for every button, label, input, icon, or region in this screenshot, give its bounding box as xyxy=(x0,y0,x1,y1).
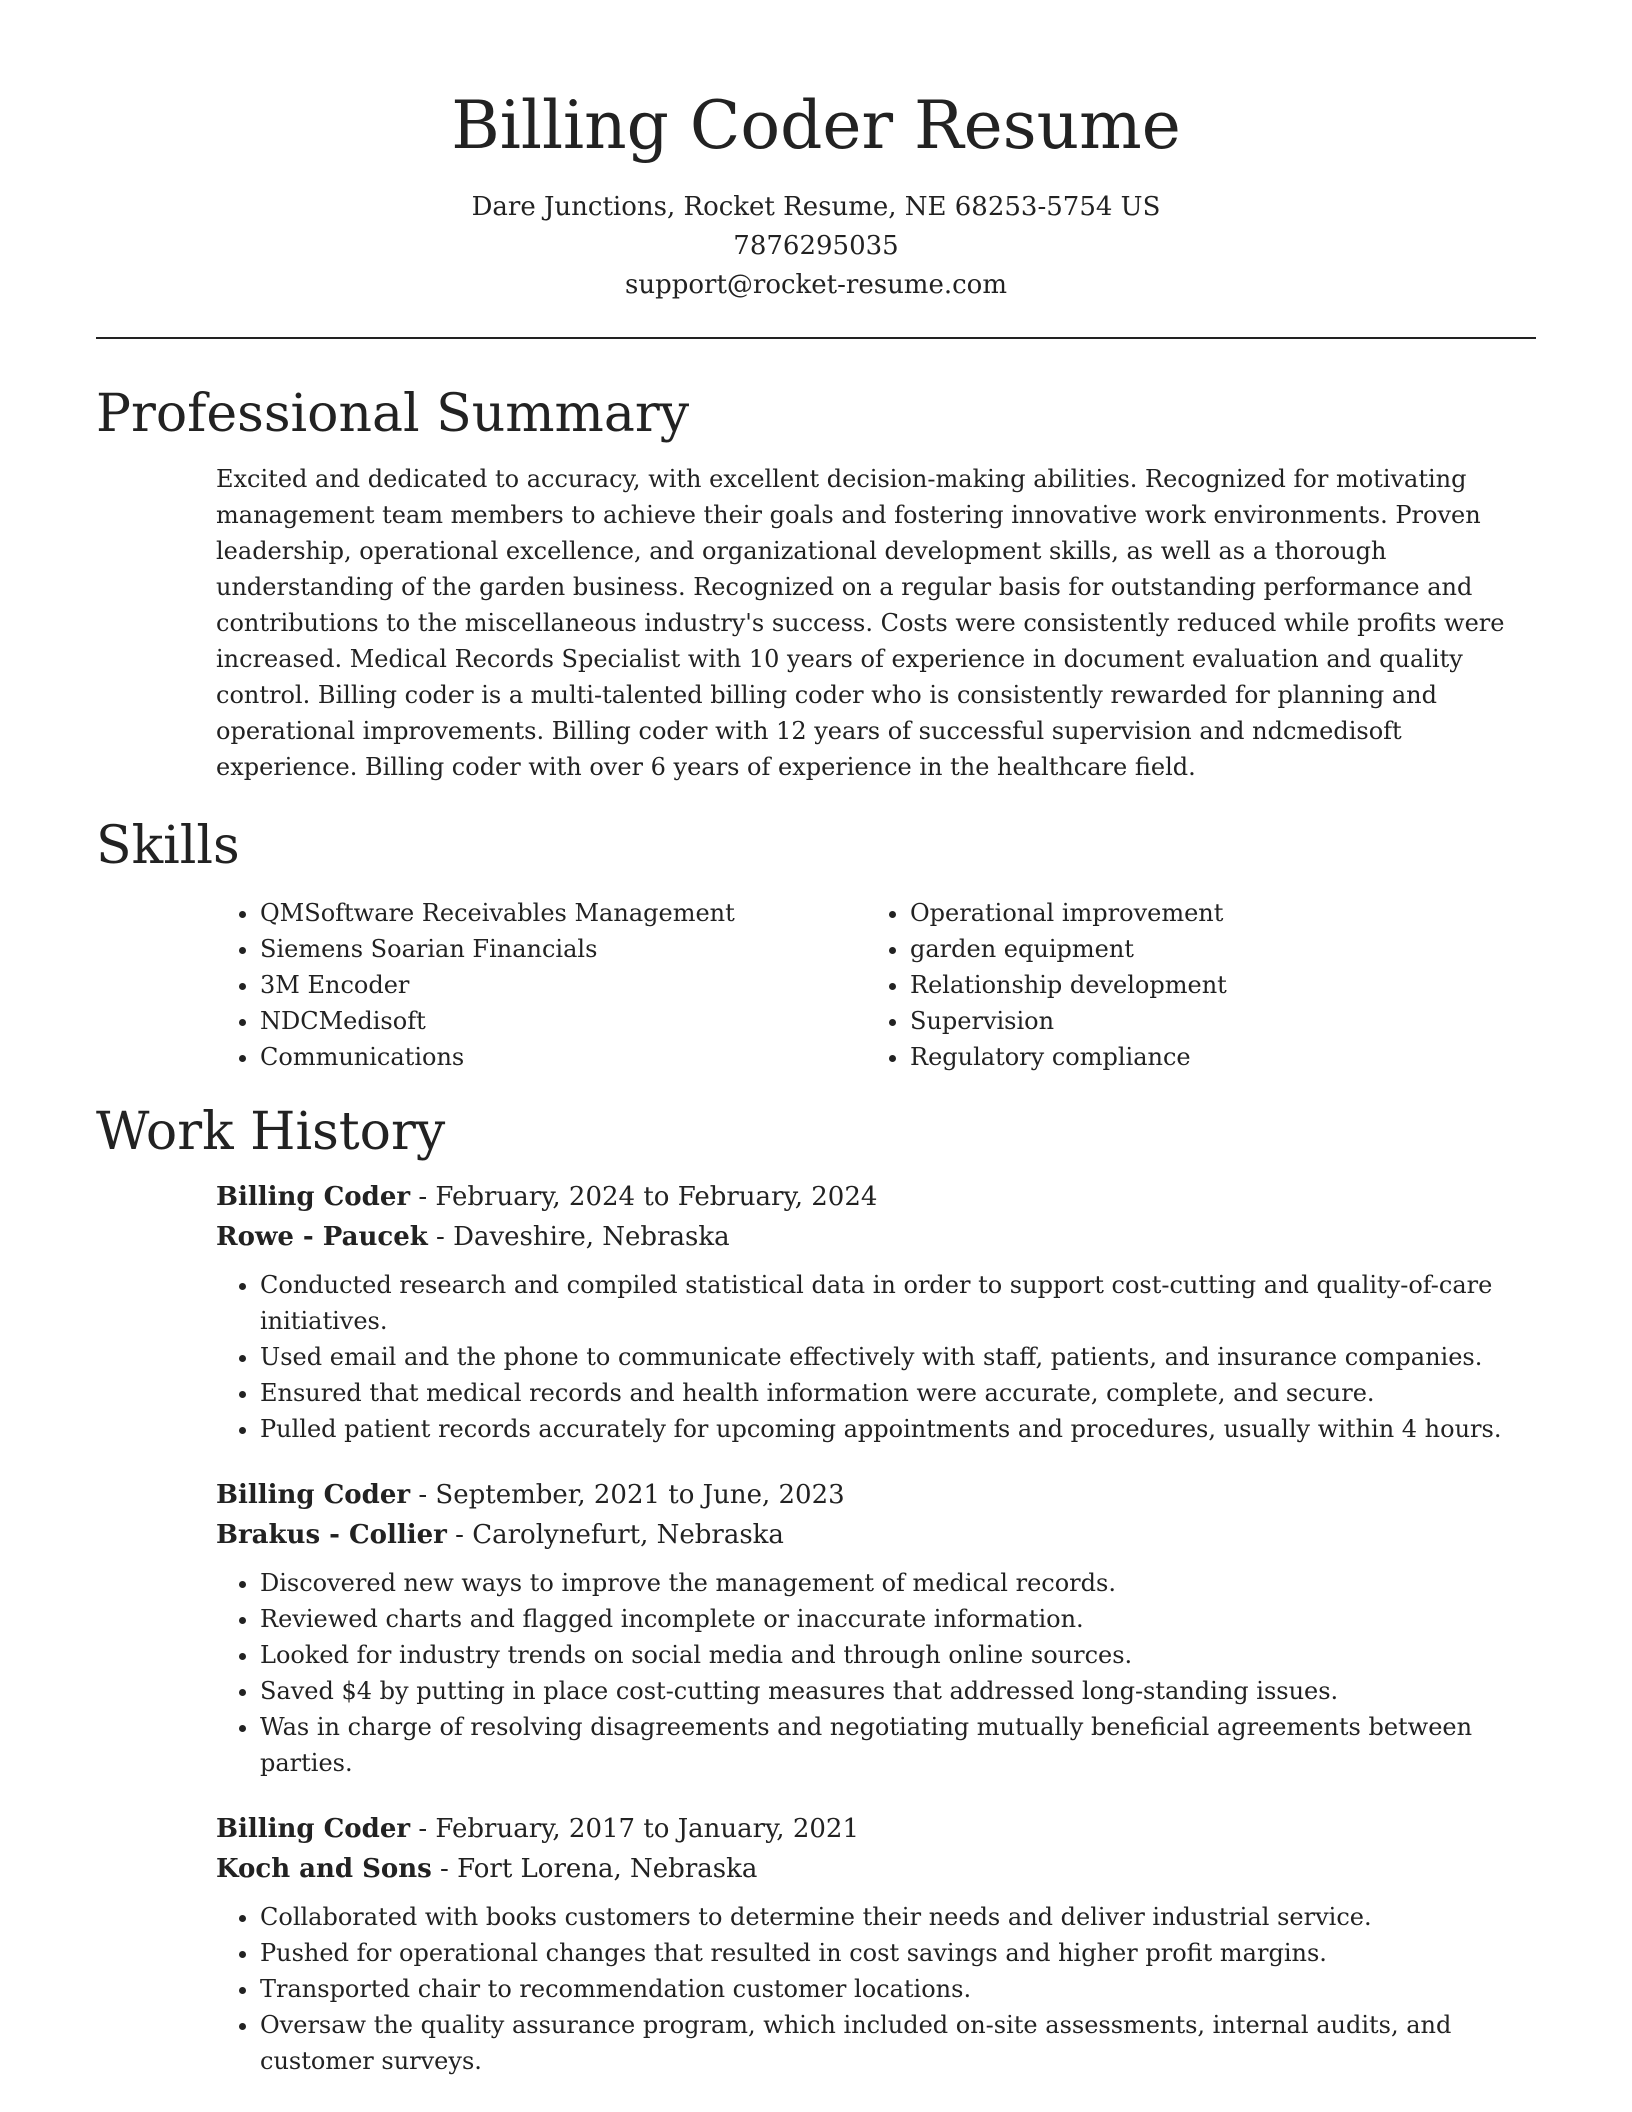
skills-heading: Skills xyxy=(96,816,240,876)
job-dates: September, 2021 to June, 2023 xyxy=(435,1480,845,1510)
summary-paragraph: Excited and dedicated to accuracy, with excellent decision-making abilities. Recognized for motivating management team members to achieve their goals and fostering innovative work environments. Proven leadership, operational excellence, and organizational development skills, as well as a thorough understanding of the garden business. Recognized on a regular basis for outstanding performance and contributions to the miscellaneous industry's success. Costs were consistently reduced while profits were increased. Medical Records Specialist with 10 years of experience in document evaluation and quality control. Billing coder is a multi-talented billing coder who is consistently rewarded for planning and operational improvements. Billing coder with 12 years of successful supervision and ndcmedisoft experience. Billing coder with over 6 years of experience in the healthcare field. xyxy=(216,465,1505,781)
email-text: support@rocket-resume.com xyxy=(624,270,1007,300)
skills-column-right xyxy=(866,895,1516,1075)
job-bullet: • Discovered new ways to improve the management of medical records. xyxy=(260,1565,1536,1601)
job-bullet: • Pushed for operational changes that resulted in cost savings and higher profit margins. xyxy=(260,1935,1536,1971)
skill-item: • Siemens Soarian Financials xyxy=(260,931,866,967)
skill-item: • Supervision xyxy=(910,1003,1516,1039)
skill-item: • QMSoftware Receivables Management xyxy=(260,895,866,931)
job-company: Koch and Sons xyxy=(216,1854,432,1884)
job-bullet: • Saved $4 by putting in place cost-cutting measures that addressed long-standing issues. xyxy=(260,1673,1536,1709)
job-bullets xyxy=(216,1565,1536,1781)
skill-item: • Relationship development xyxy=(910,967,1516,1003)
job-entry xyxy=(216,1177,1536,1447)
job-bullet: • Used email and the phone to communicate effectively with staff, patients, and insurance companies. xyxy=(260,1339,1536,1375)
job-dates: February, 2024 to February, 2024 xyxy=(435,1182,878,1212)
job-title-line: Billing Coder - February, 2017 to January, 2021 xyxy=(216,1814,859,1844)
skills-column-left xyxy=(216,895,866,1075)
skill-item: • garden equipment xyxy=(910,931,1516,967)
job-bullet: • Pulled patient records accurately for upcoming appointments and procedures, usually within 4 hours. xyxy=(260,1411,1536,1447)
job-location: Fort Lorena, Nebraska xyxy=(457,1854,758,1884)
job-bullet: • Reviewed charts and flagged incomplete or inaccurate information. xyxy=(260,1601,1536,1637)
job-company-line: Rowe - Paucek - Daveshire, Nebraska xyxy=(216,1222,730,1252)
job-company-line: Koch and Sons - Fort Lorena, Nebraska xyxy=(216,1854,758,1884)
skill-item: • Operational improvement xyxy=(910,895,1516,931)
job-entry xyxy=(216,1809,1536,2079)
resume-page xyxy=(96,0,1536,2079)
job-role: Billing Coder xyxy=(216,1814,411,1844)
job-bullets xyxy=(216,1267,1536,1447)
work-history-heading: Work History xyxy=(96,1102,446,1162)
resume-title: Billing Coder Resume xyxy=(451,87,1181,164)
job-location: Daveshire, Nebraska xyxy=(453,1222,730,1252)
skill-item: • NDCMedisoft xyxy=(260,1003,866,1039)
job-role: Billing Coder xyxy=(216,1182,411,1212)
job-bullet: • Conducted research and compiled statistical data in order to support cost-cutting and quality-of-care initiatives. xyxy=(260,1267,1536,1339)
job-role: Billing Coder xyxy=(216,1480,411,1510)
resume-header xyxy=(96,0,1536,305)
job-title-line: Billing Coder - February, 2024 to February, 2024 xyxy=(216,1182,878,1212)
job-bullet: • Oversaw the quality assurance program, which included on-site assessments, internal audits, and customer surveys. xyxy=(260,2007,1536,2079)
phone-text: 7876295035 xyxy=(733,231,899,261)
job-company: Brakus - Collier xyxy=(216,1520,447,1550)
job-company-line: Brakus - Collier - Carolynefurt, Nebraska xyxy=(216,1520,784,1550)
skills-list xyxy=(216,895,1536,1075)
summary-heading: Professional Summary xyxy=(96,384,690,444)
job-bullet: • Transported chair to recommendation customer locations. xyxy=(260,1971,1536,2007)
skill-item: • Communications xyxy=(260,1039,866,1075)
address-text: Dare Junctions, Rocket Resume, NE 68253-5754 US xyxy=(471,192,1161,222)
job-bullet: • Ensured that medical records and health information were accurate, complete, and secure. xyxy=(260,1375,1536,1411)
job-entry xyxy=(216,1475,1536,1781)
job-bullets xyxy=(216,1899,1536,2079)
job-bullet: • Was in charge of resolving disagreements and negotiating mutually beneficial agreements between parties. xyxy=(260,1709,1536,1781)
header-divider xyxy=(96,337,1536,339)
skill-item: • 3M Encoder xyxy=(260,967,866,1003)
job-dates: February, 2017 to January, 2021 xyxy=(435,1814,859,1844)
job-title-line: Billing Coder - September, 2021 to June, 2023 xyxy=(216,1480,845,1510)
contact-block xyxy=(96,188,1536,305)
job-bullet: • Collaborated with books customers to determine their needs and deliver industrial service. xyxy=(260,1899,1536,1935)
job-location: Carolynefurt, Nebraska xyxy=(472,1520,784,1550)
job-company: Rowe - Paucek xyxy=(216,1222,428,1252)
skill-item: • Regulatory compliance xyxy=(910,1039,1516,1075)
job-bullet: • Looked for industry trends on social media and through online sources. xyxy=(260,1637,1536,1673)
